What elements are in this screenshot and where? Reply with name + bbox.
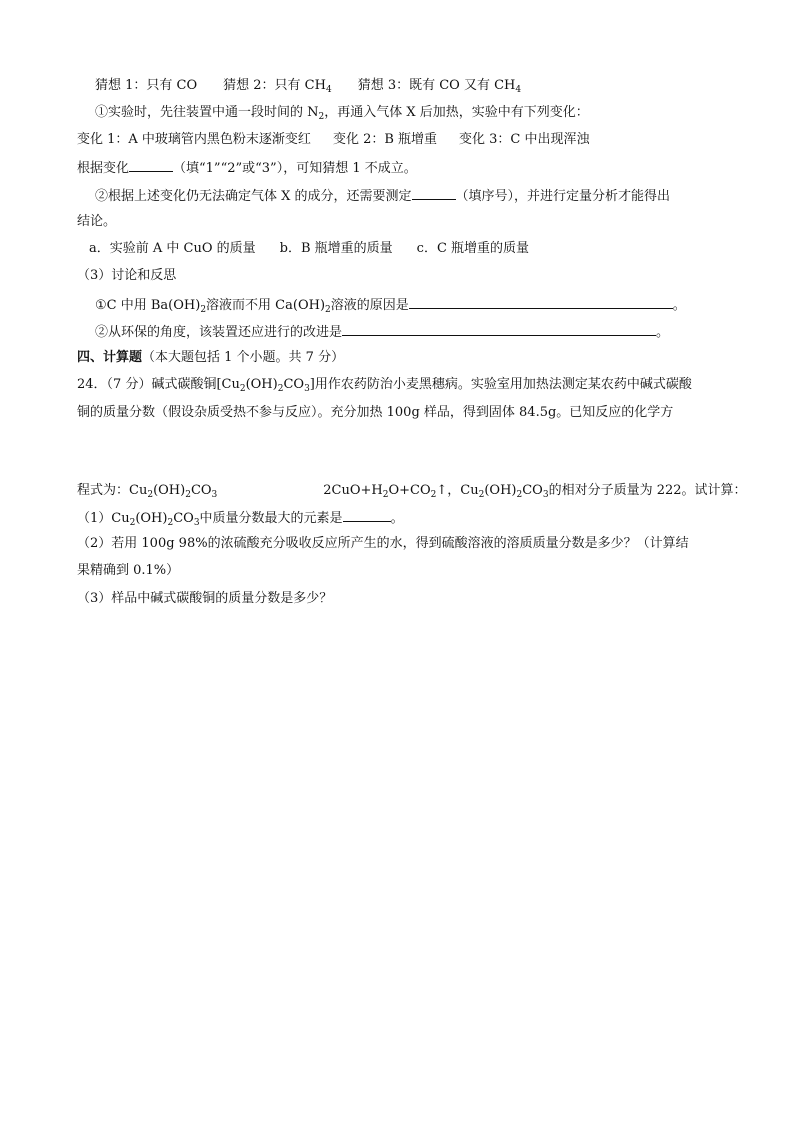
experiment-step-1: ①实验时，先往装置中通一段时间的 $N_2$，再通入气体 X 后加热，实验中有下列变化： — [95, 105, 589, 122]
experiment-step-2: ②根据上述变化仍无法确定气体 X 的成分，还需要测定 （填序号），并进行定量分析才能得出 — [95, 186, 717, 206]
question-24-equation-line: 程式为：$Cu_2(OH)_2CO_3$ $2CuO+H_2O+CO_2↑$，$Cu_2(OH)_2CO_3$的相对分子质量为 222。试计算： — [77, 483, 747, 500]
changes-line — [77, 131, 717, 149]
answer-blank[interactable] — [342, 322, 656, 336]
reflection-2: ②从环保的角度，该装置还应进行的改进是 。 — [95, 322, 717, 342]
answer-blank[interactable] — [343, 508, 391, 522]
reflection-1: ①C 中用 $Ba(OH)_2$溶液而不用 $Ca(OH)_2$溶液的原因是 。 — [95, 295, 717, 319]
sub-question-2-line-2: 果精确到 0.1%） — [77, 563, 180, 578]
sub-question-3: （3）样品中碱式碳酸铜的质量分数是多少？ — [77, 591, 333, 606]
change-1: 变化 1：A 中玻璃管内黑色粉末逐渐变红 — [77, 132, 311, 147]
option-a: a．实验前 A 中 CuO 的质量 — [89, 241, 256, 256]
change-3: 变化 3：C 中出现浑浊 — [459, 132, 590, 147]
sub-question-2-line-1: （2）若用 100g 98%的浓硫酸充分吸收反应所产生的水，得到硫酸溶液的溶质质量分数是多少？（计算结 — [77, 536, 689, 551]
question-24-line-2: 铜的质量分数（假设杂质受热不参与反应）。充分加热 100g 样品，得到固体 84.5g。已知反应的化学方 — [77, 405, 674, 420]
infer-line: 根据变化 （填“1”“2”或“3”），可知猜想 1 不成立。 — [77, 158, 717, 178]
question-3-heading: （3）讨论和反思 — [77, 268, 177, 283]
answer-blank[interactable] — [409, 295, 673, 309]
section-4-note: （本大题包括 1 个小题。共 7 分） — [142, 350, 345, 365]
options-line — [89, 240, 717, 258]
guess-1: 猜想 1：只有 CO — [95, 78, 198, 93]
option-b: b．B 瓶增重的质量 — [279, 241, 393, 256]
guess-3: 猜想 3：既有 CO 又有 $CH_4$ — [357, 78, 522, 95]
question-24-line-1: 24．（7 分）碱式碳酸铜$[Cu_2(OH)_2CO_3]$用作农药防治小麦黑穗病。实验室用加热法测定某农药中碱式碳酸 — [77, 377, 692, 394]
answer-blank[interactable] — [412, 186, 456, 200]
sub-question-1: $(1)Cu_2(OH)_2CO_3$中质量分数最大的元素是 。 — [77, 508, 717, 532]
section-4-title: 四、计算题 — [77, 350, 143, 365]
guess-2: 猜想 2：只有 $CH_4$ — [223, 78, 332, 95]
option-c: c．C 瓶增重的质量 — [416, 241, 530, 256]
step-2-continuation: 结论。 — [77, 214, 117, 229]
guess-line — [95, 77, 717, 99]
answer-blank[interactable] — [129, 158, 173, 172]
change-2: 变化 2：B 瓶增重 — [332, 132, 438, 147]
section-4-heading — [77, 349, 717, 367]
